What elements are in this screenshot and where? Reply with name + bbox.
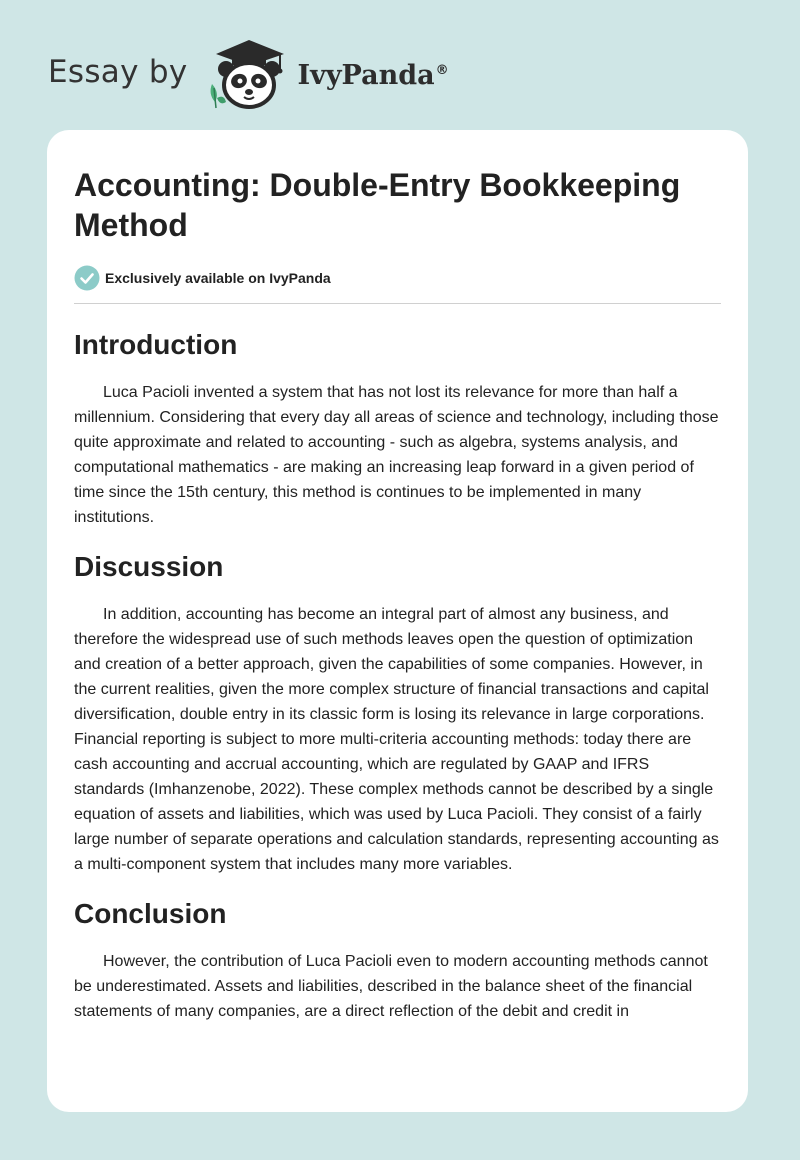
section-paragraph: In addition, accounting has become an integral part of almost any business, and therefore the widespread use of such methods leaves open the question of optimization and creation of a better approach, given the capabilities of some companies. However, in the current realities, given the more complex structure of financial transactions and capital diversification, double entry in its classic form is losing its relevance in large corporations. Financial reporting is subject to more multi-criteria accounting methods: today there are cash accounting and accrual accounting, which are regulated by GAAP and IFRS standards (Imhanzenobe, 2022). These complex methods cannot be described by a single equation of assets and liabilities, which was used by Luca Pacioli. They consist of a fairly large number of separate operations and calculation standards, representing accounting as a multi-component system that includes many more variables. bbox=[74, 606, 719, 873]
section-discussion bbox=[74, 550, 721, 877]
essay-card bbox=[47, 130, 748, 1112]
site-header bbox=[48, 34, 449, 114]
section-introduction bbox=[74, 328, 721, 530]
section-conclusion bbox=[74, 897, 721, 1024]
exclusive-badge-label: Exclusively available on IvyPanda bbox=[105, 270, 331, 286]
essay-by-label: Essay by bbox=[48, 54, 188, 90]
brand-name[interactable]: IvyPanda® bbox=[297, 59, 449, 91]
title-divider bbox=[74, 303, 721, 304]
section-paragraph: Luca Pacioli invented a system that has not lost its relevance for more than half a millennium. Considering that every day all areas of science and technology, including those quite approximate and related to accounting - such as algebra, systems analysis, and computational mathematics - are making an increasing leap forward in a given period of time since the 15th century, this method is continues to be implemented in many institutions. bbox=[74, 384, 719, 526]
essay-title: Accounting: Double-Entry Bookkeeping Method bbox=[74, 167, 681, 243]
panda-logo-icon[interactable] bbox=[206, 36, 292, 112]
section-paragraph: However, the contribution of Luca Pacioli even to modern accounting methods cannot be underestimated. Assets and liabilities, described in the balance sheet of the financial statements of many companies, are a direct reflection of the debit and credit in bbox=[74, 953, 708, 1020]
registered-mark: ® bbox=[435, 62, 449, 78]
section-heading: Introduction bbox=[74, 329, 238, 360]
check-circle-icon bbox=[74, 265, 100, 291]
exclusive-badge bbox=[74, 265, 721, 291]
section-heading: Conclusion bbox=[74, 898, 227, 929]
section-heading: Discussion bbox=[74, 551, 224, 582]
